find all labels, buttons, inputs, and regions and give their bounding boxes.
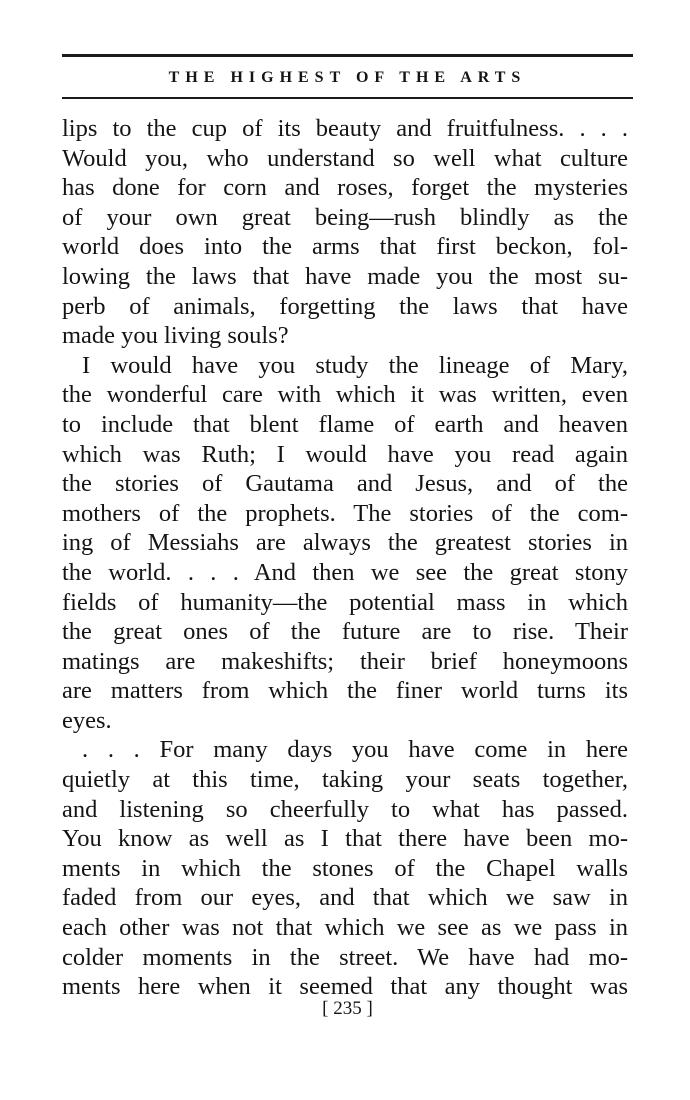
text-line: lips to the cup of its beauty and fruitfulness. . . . (62, 115, 628, 142)
body-text (62, 114, 628, 1002)
text-line: has done for corn and roses, forget the mysteries (62, 174, 628, 202)
text-line: ments here when it seemed that any thought was (62, 973, 628, 1001)
text-line: the stories of Gautama and Jesus, and of the (62, 470, 628, 498)
text-line: the great ones of the future are to rise. Their (62, 618, 628, 646)
text-line: to include that blent flame of earth and heaven (62, 410, 628, 438)
text-line: mothers of the prophets. The stories of the com- (62, 499, 628, 527)
text-line: Would you, who understand so well what culture (62, 144, 628, 172)
text-line: eyes. (62, 706, 112, 734)
text-line: ing of Messiahs are always the greatest stories in (62, 529, 628, 557)
text-line: colder moments in the street. We have had mo- (62, 943, 628, 971)
text-line: You know as well as I that there have been mo- (62, 825, 628, 853)
text-line: the wonderful care with which it was written, even (62, 381, 628, 409)
text-line: world does into the arms that first beckon, fol- (62, 233, 628, 261)
text-line: made you living souls? (62, 322, 289, 350)
text-line: each other was not that which we see as we pass in (62, 914, 628, 942)
text-line: which was Ruth; I would have you read again (62, 440, 628, 468)
text-line: I would have you study the lineage of Mary, (82, 351, 628, 379)
header-rule-bottom (62, 97, 633, 99)
text-line: quietly at this time, taking your seats together, (62, 766, 628, 794)
text-line: perb of animals, forgetting the laws that have (62, 292, 628, 320)
page-number: [ 235 ] (322, 998, 373, 1019)
text-line: are matters from which the finer world turns its (62, 677, 628, 705)
text-line: faded from our eyes, and that which we saw in (62, 884, 628, 912)
text-line: lowing the laws that have made you the most su- (62, 262, 628, 290)
text-line: and listening so cheerfully to what has passed. (62, 795, 628, 823)
text-line: matings are makeshifts; their brief honeymoons (62, 647, 628, 675)
running-head: THE HIGHEST OF THE ARTS (168, 69, 527, 86)
text-line: the world. . . . And then we see the great stony (62, 558, 628, 586)
text-line: of your own great being—rush blindly as the (62, 203, 628, 231)
header-rule-top (62, 54, 633, 57)
text-line: ments in which the stones of the Chapel walls (62, 854, 628, 882)
text-line: fields of humanity—the potential mass in which (62, 588, 628, 616)
text-line: . . . For many days you have come in here (82, 736, 628, 764)
